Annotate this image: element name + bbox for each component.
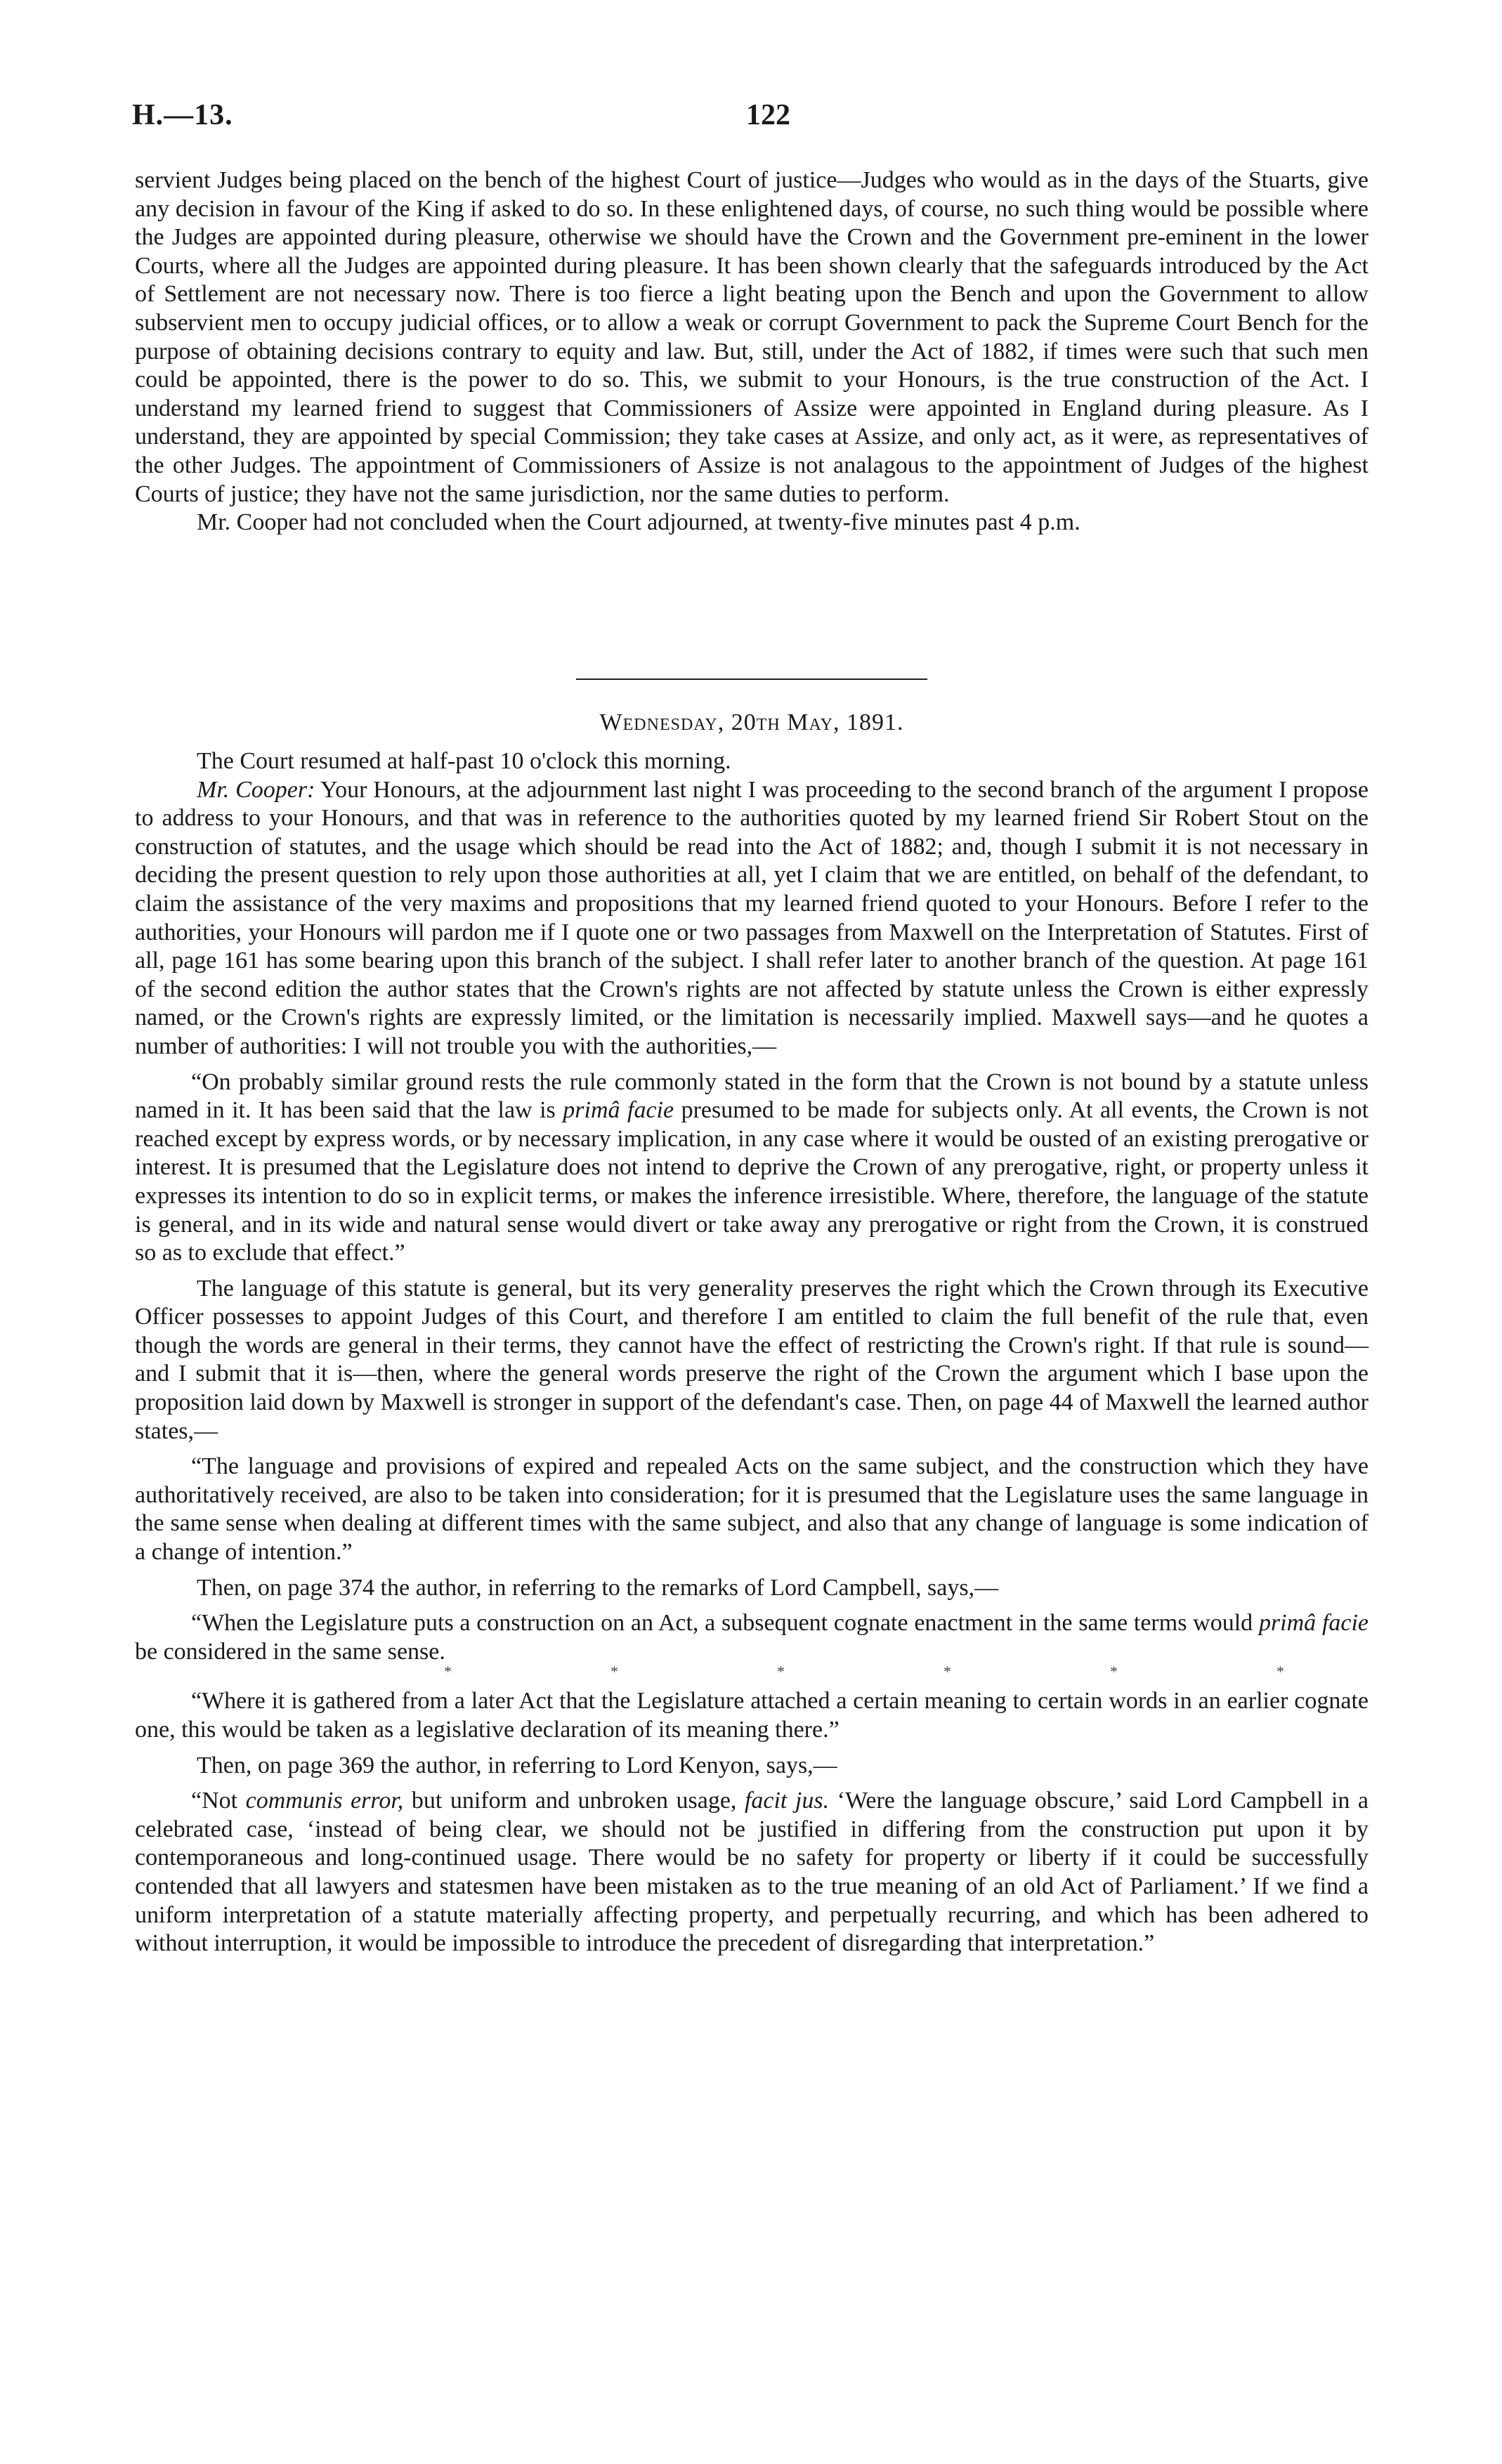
document-reference: H.—13. bbox=[132, 99, 233, 131]
page-number: 122 bbox=[746, 99, 790, 131]
quote-text: “Not bbox=[191, 1788, 238, 1814]
page-374-intro: Then, on page 374 the author, in referring to the remarks of Lord Campbell, says,— bbox=[197, 1574, 999, 1601]
opening-section bbox=[135, 166, 1369, 537]
quote-text: “When the Legislature puts a construction on an Act, a subsequent cognate enactment in the same terms would bbox=[191, 1610, 1253, 1637]
star: * bbox=[444, 1663, 452, 1681]
latin-phrase: facit jus. bbox=[744, 1788, 830, 1814]
legislative-declaration-quote: “Where it is gathered from a later Act that the Legislature attached a certain meaning to certain words in an earlier cognate one, this would be taken as a legislative declaration of its meaning there.” bbox=[135, 1688, 1369, 1743]
star: * bbox=[1110, 1663, 1118, 1681]
maxwell-quote-expired-acts: “The language and provisions of expired and repealed Acts on the same subject, and the construction which they have authoritatively received, are also to be taken into consideration; for it is presumed that the Legislature uses the same language in the same sense when dealing at different times with the same subject, and also that any change of language is some indication of a change of intention.” bbox=[135, 1453, 1369, 1566]
maxwell-quote-crown bbox=[135, 1068, 1369, 1268]
court-resumed: The Court resumed at half-past 10 o'clock this morning. bbox=[197, 748, 731, 774]
star: * bbox=[610, 1663, 618, 1681]
quote-text: be considered in the same sense. bbox=[135, 1638, 445, 1665]
session-dateline: Wednesday, 20th May, 1891. bbox=[599, 709, 904, 735]
latin-phrase: primâ facie bbox=[1258, 1610, 1369, 1637]
quote-text: presumed to be made for subjects only. At all events, the Crown is not reached except by express words, or by necessary implication, in any case where it would be ousted of an existing prerogative or interest. It is presumed that the Legislature does not intend to deprive the Crown of any prerogative, right, or property unless it expresses its intention to do so in explicit terms, or makes the inference irresistible. Where, therefore, the language of the statute is general, and in its wide and natural sense would divert or take away any prerogative or right from the Crown, it is construed so as to exclude that effect.” bbox=[135, 1097, 1369, 1266]
page-header bbox=[132, 98, 1369, 140]
latin-phrase: primâ facie bbox=[563, 1097, 674, 1124]
argument-paragraph bbox=[135, 776, 1369, 1061]
quote-text: ‘Were the language obscure,’ said Lord Campbell in a celebrated case, ‘instead of being clear, we should not be justified in differing from the construction put upon it by contemporaneous and long-continued usage. There would be no safety for property or liberty if it could be successfully contended that all lawyers and statesmen have been mistaken as to the true meaning of an old Act of Parliament.’ If we find a uniform interpretation of a statute materially affecting property, and perpetually recurring, and which has been adhered to without interruption, it would be impossible to introduce the precedent of disregarding that interpretation.” bbox=[135, 1788, 1369, 1957]
star: * bbox=[943, 1663, 951, 1681]
argument-text: Your Honours, at the adjournment last night I was proceeding to the second branch of the argument I propose to address to your Honours, and that was in reference to the authorities quoted by my learned friend Sir Robert Stout on the construction of statutes, and the usage which should be read into the Act of 1882; and, though I submit it is not necessary in deciding the present question to rely upon those authorities at all, yet I claim that we are entitled, on behalf of the defendant, to claim the assistance of the very maxims and propositions that my learned friend quoted to your Honours. Before I refer to the authorities, your Honours will pardon me if I quote one or two passages from Maxwell on the Interpretation of Statutes. First of all, page 161 has some bearing upon this branch of the subject. I shall refer later to another branch of the question. At page 161 of the second edition the author states that the Crown's rights are not affected by statute unless the Crown is either expressly named, or the Crown's rights are expressly limited, or the limitation is necessarily implied. Maxwell says—and he quotes a number of authorities: I will not trouble you with the authorities,— bbox=[135, 776, 1369, 1059]
section-divider bbox=[576, 679, 927, 680]
page-369-intro: Then, on page 369 the author, in referring to Lord Kenyon, says,— bbox=[197, 1752, 837, 1778]
campbell-quote bbox=[135, 1609, 1369, 1666]
star: * bbox=[777, 1663, 785, 1681]
kenyon-quote bbox=[135, 1787, 1369, 1958]
language-paragraph: The language of this statute is general, but its very generality preserves the right which the Crown through its Executive Officer possesses to appoint Judges of this Court, and therefore I am entitled to claim the full benefit of the rule that, even though the words are general in their terms, they cannot have the effect of restricting the Crown's right. If that rule is sound—and I submit that it is—then, where the general words preserve the right of the Crown the argument which I base upon the proposition laid down by Maxwell is stronger in support of the defendant's case. Then, on page 44 of Maxwell the learned author states,— bbox=[135, 1275, 1369, 1444]
continued-paragraph: servient Judges being placed on the bench of the highest Court of justice—Judges who would as in the days of the Stuarts, give any decision in favour of the King if asked to do so. In these enlightened days, of course, no such thing would be possible where the Judges are appointed during pleasure, otherwise we should have the Crown and the Government pre-eminent in the lower Courts, where all the Judges are appointed during pleasure. It has been shown clearly that the safeguards introduced by the Act of Settlement are not necessary now. There is too fierce a light beating upon the Bench and upon the Government to allow subservient men to occupy judicial offices, or to allow a weak or corrupt Government to pack the Supreme Court Bench for the purpose of obtaining decisions contrary to equity and law. But, still, under the Act of 1882, if times were such that such men could be appointed, there is the power to do so. This, we submit to your Honours, is the true construction of the Act. I understand my learned friend to suggest that Commissioners of Assize were appointed in England during pleasure. As I understand, they are appointed by special Commission; they take cases at Assize, and only act, as it were, as representatives of the other Judges. The appointment of Commissioners of Assize is not analagous to the appointment of Judges of the highest Courts of justice; they have not the same jurisdiction, nor the same duties to perform. bbox=[135, 167, 1369, 507]
adjournment-note: Mr. Cooper had not concluded when the Court adjourned, at twenty-five minutes past 4 p.m. bbox=[197, 509, 1080, 536]
star: * bbox=[1276, 1663, 1284, 1681]
speaker-name: Mr. Cooper: bbox=[197, 776, 315, 803]
latin-phrase: communis error, bbox=[245, 1788, 404, 1814]
quote-text: “On probably similar ground rests the rule commonly stated in the form that the Crown is not bound by a statute unless named in it. It has been said that the law is bbox=[135, 1068, 1369, 1124]
session-section bbox=[135, 747, 1369, 1958]
quote-text: but uniform and unbroken usage, bbox=[411, 1788, 737, 1814]
